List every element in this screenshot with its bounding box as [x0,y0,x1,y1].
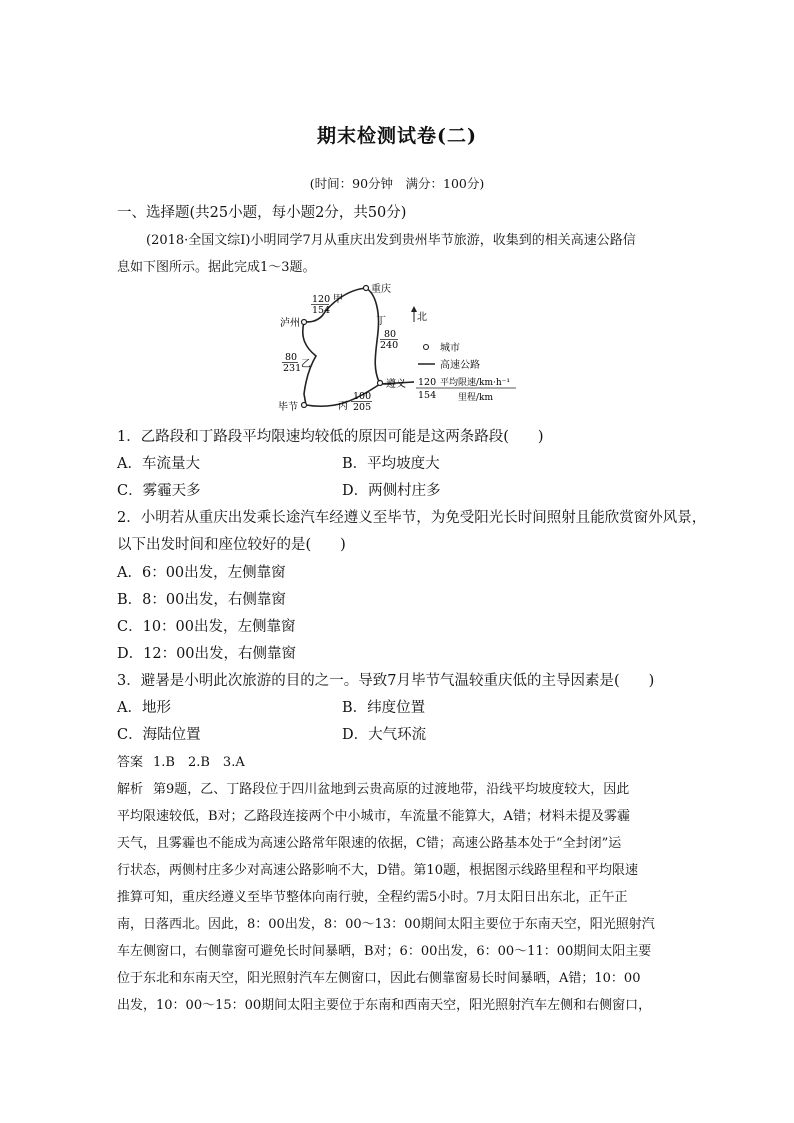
seg-yi-label: 乙 [301,359,311,370]
seg-jia-label: 甲 [333,294,343,305]
analysis-line-2: 平均限速较低，B对；乙路段连接两个中小城市，车流量不能算大，A错；材料未提及雾霾 [117,809,630,824]
analysis-text: 第9题，乙、丁路段位于四川盆地到云贵高原的过渡地带，沿线平均坡度较大，因此 [153,782,630,797]
analysis-line-1 [117,778,629,797]
analysis-line-7: 车左侧窗口，右侧靠窗可避免长时间暴晒，B对；6：00出发，6：00～11：00期间太阳主要 [117,944,652,959]
question-3-option-a: A．地形 [117,700,171,716]
city-chongqing-marker [364,286,369,291]
analysis-line-8: 位于东北和东南天空，阳光照射汽车左侧窗口，因此右侧靠窗易长时间暴晒，A错；10：00 [117,971,641,986]
answer-values: 1.B 2.B 3.A [153,755,245,770]
question-2-option-a: A．6：00出发，左侧靠窗 [117,565,286,581]
question-1-stem: 1．乙路段和丁路段平均限速均较低的原因可能是这两条路段( ) [117,429,544,445]
question-1-option-c: C．雾霾天多 [117,483,201,499]
seg-yi-mileage: 231 [283,363,302,374]
answer-label: 答案 [117,755,144,770]
analysis-line-9: 出发，10：00～15：00期间太阳主要位于东南和西南天空，阳光照射汽车左侧和右侧窗口， [117,998,652,1013]
analysis-line-6: 南，日落西北。因此，8：00出发，8：00～13：00期间太阳主要位于东南天空，阳光照射汽 [117,917,655,932]
seg-bing-speed: 100 [353,391,372,402]
question-1-option-b: B．平均坡度大 [342,456,440,472]
north-label: 北 [417,312,427,323]
legend-road-label: 高速公路 [440,360,480,371]
city-luzhou-marker [302,320,307,325]
city-zunyi-label: 遵义 [386,379,406,390]
question-3-option-d: D．大气环流 [342,727,427,743]
seg-yi-speed: 80 [285,352,298,363]
legend-city-label: 城市 [440,343,460,354]
seg-ding-speed: 80 [384,329,397,340]
question-2-option-d: D．12：00出发，右侧靠窗 [117,646,297,662]
legend-num-bottom: 154 [418,390,437,401]
intro-line-1: (2018·全国文综Ⅰ)小明同学7月从重庆出发到贵州毕节旅游，收集到的相关高速公路信 [146,233,636,248]
question-2-option-b: B．8：00出发，右侧靠窗 [117,592,286,608]
legend-speed-label: 平均限速/km·h⁻¹ [440,378,511,388]
exam-info: (时间：90分钟 满分：100分) [309,176,485,191]
city-bijie-label: 毕节 [278,402,298,413]
answer-line [117,751,245,770]
seg-ding-mileage: 240 [380,340,399,351]
analysis-line-4: 行状态，两侧村庄多少对高速公路影响不大，D错。第10题，根据图示线路里程和平均限速 [117,863,638,878]
question-2-stem-line-2: 以下出发时间和座位较好的是( ) [117,537,346,553]
seg-ding-label: 丁 [376,316,386,327]
analysis-line-5: 推算可知，重庆经遵义至毕节整体向南行驶，全程约需5小时。7月太阳日出东北，正午正 [117,890,628,905]
page-title: 期末检测试卷(二) [317,125,477,147]
question-1-option-a: A．车流量大 [117,456,200,472]
seg-jia-mileage: 154 [312,305,331,316]
legend-mileage-label: 里程/km [458,393,494,403]
city-bijie-marker [302,403,307,408]
question-1-option-d: D．两侧村庄多 [342,483,441,499]
question-2-option-c: C．10：00出发，左侧靠窗 [117,619,296,635]
question-3-option-c: C．海陆位置 [117,727,201,743]
question-2-stem-line-1: 2．小明若从重庆出发乘长途汽车经遵义至毕节，为免受阳光长时间照射且能欣赏窗外风景， [117,510,707,526]
section-heading: 一、选择题(共25小题，每小题2分，共50分) [117,205,407,221]
legend-city-icon [424,345,429,350]
question-3-option-b: B．纬度位置 [342,700,426,716]
analysis-line-3: 天气，且雾霾也不能成为高速公路常年限速的依据，C错；高速公路基本处于“全封闭”运 [117,836,622,851]
seg-bing-label: 丙 [338,401,348,412]
seg-bing-mileage: 205 [353,402,372,413]
highway-map [276,282,536,416]
question-3-stem: 3．避暑是小明此次旅游的目的之一。导致7月毕节气温较重庆低的主导因素是( ) [117,673,655,689]
analysis-label: 解析 [117,782,144,797]
legend-num-top: 120 [418,377,437,388]
city-luzhou-label: 泸州 [280,318,300,329]
intro-line-2: 息如下图所示。据此完成1～3题。 [117,260,316,275]
city-chongqing-label: 重庆 [371,284,391,295]
city-zunyi-marker [378,381,383,386]
seg-jia-speed: 120 [312,294,331,305]
